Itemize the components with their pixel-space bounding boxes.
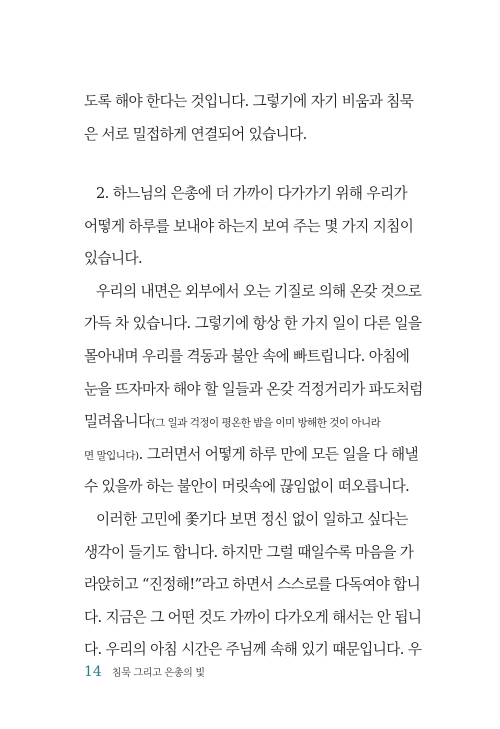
text-line: 수 있을까 하는 불안이 머릿속에 끊임없이 떠오릅니다. (84, 478, 410, 496)
text-segment: . 그러면서 어떻게 하루 만에 모든 일을 다 해낼 (138, 445, 418, 463)
running-title: 침묵 그리고 은총의 빛 (111, 668, 205, 679)
text-line: 어떻게 하루를 보내야 하는지 보여 주는 몇 가지 지침이 (84, 217, 414, 235)
section-2-heading-line: 2. 하느님의 은총에 더 가까이 다가가기 위해 우리가 (96, 185, 407, 202)
text-line-with-note (84, 439, 418, 472)
page-footer (84, 664, 205, 680)
text-line: 우리의 내면은 외부에서 오는 기질로 의해 온갖 것으로 (96, 282, 422, 300)
text-line: 생각이 들기도 합니다. 하지만 그럴 때일수록 마음을 가 (84, 543, 414, 561)
text-line: 도록 해야 한다는 것입니다. 그렇기에 자기 비움과 침묵 (84, 93, 414, 110)
main-text (84, 178, 423, 667)
parenthetical-note: (그 일과 걱정이 평온한 밤을 이미 방해한 것이 아니라 (151, 417, 381, 430)
text-line: 다. 지금은 그 어떤 것도 가까이 다가오게 해서는 안 됩니 (84, 608, 422, 626)
text-line: 이러한 고민에 쫓기다 보면 정신 없이 일하고 싶다는 (96, 510, 408, 528)
text-line: 은 서로 밀접하게 연결되어 있습니다. (84, 125, 307, 143)
text-line: 몰아내며 우리를 격동과 불안 속에 빠트립니다. 아침에 (84, 347, 410, 365)
text-line: 가득 차 있습니다. 그렇기에 항상 한 가지 일이 다른 일을 (84, 315, 422, 333)
text-segment: 밀려옵니다 (84, 413, 152, 431)
text-line: 다. 우리의 아침 시간은 주님께 속해 있기 때문입니다. 우 (84, 641, 422, 659)
text-line: 있습니다. (84, 250, 143, 268)
top-paragraph (84, 86, 418, 151)
text-line: 눈을 뜨자마자 해야 할 일들과 온갖 걱정거리가 파도처럼 (84, 380, 423, 398)
text-line: 라앉히고 “진정해!”라고 하면서 스스로를 다독여야 합니 (84, 576, 421, 594)
text-line-with-note (84, 406, 418, 439)
parenthetical-note: 면 말입니다) (84, 449, 139, 462)
page-number: 14 (84, 664, 102, 680)
